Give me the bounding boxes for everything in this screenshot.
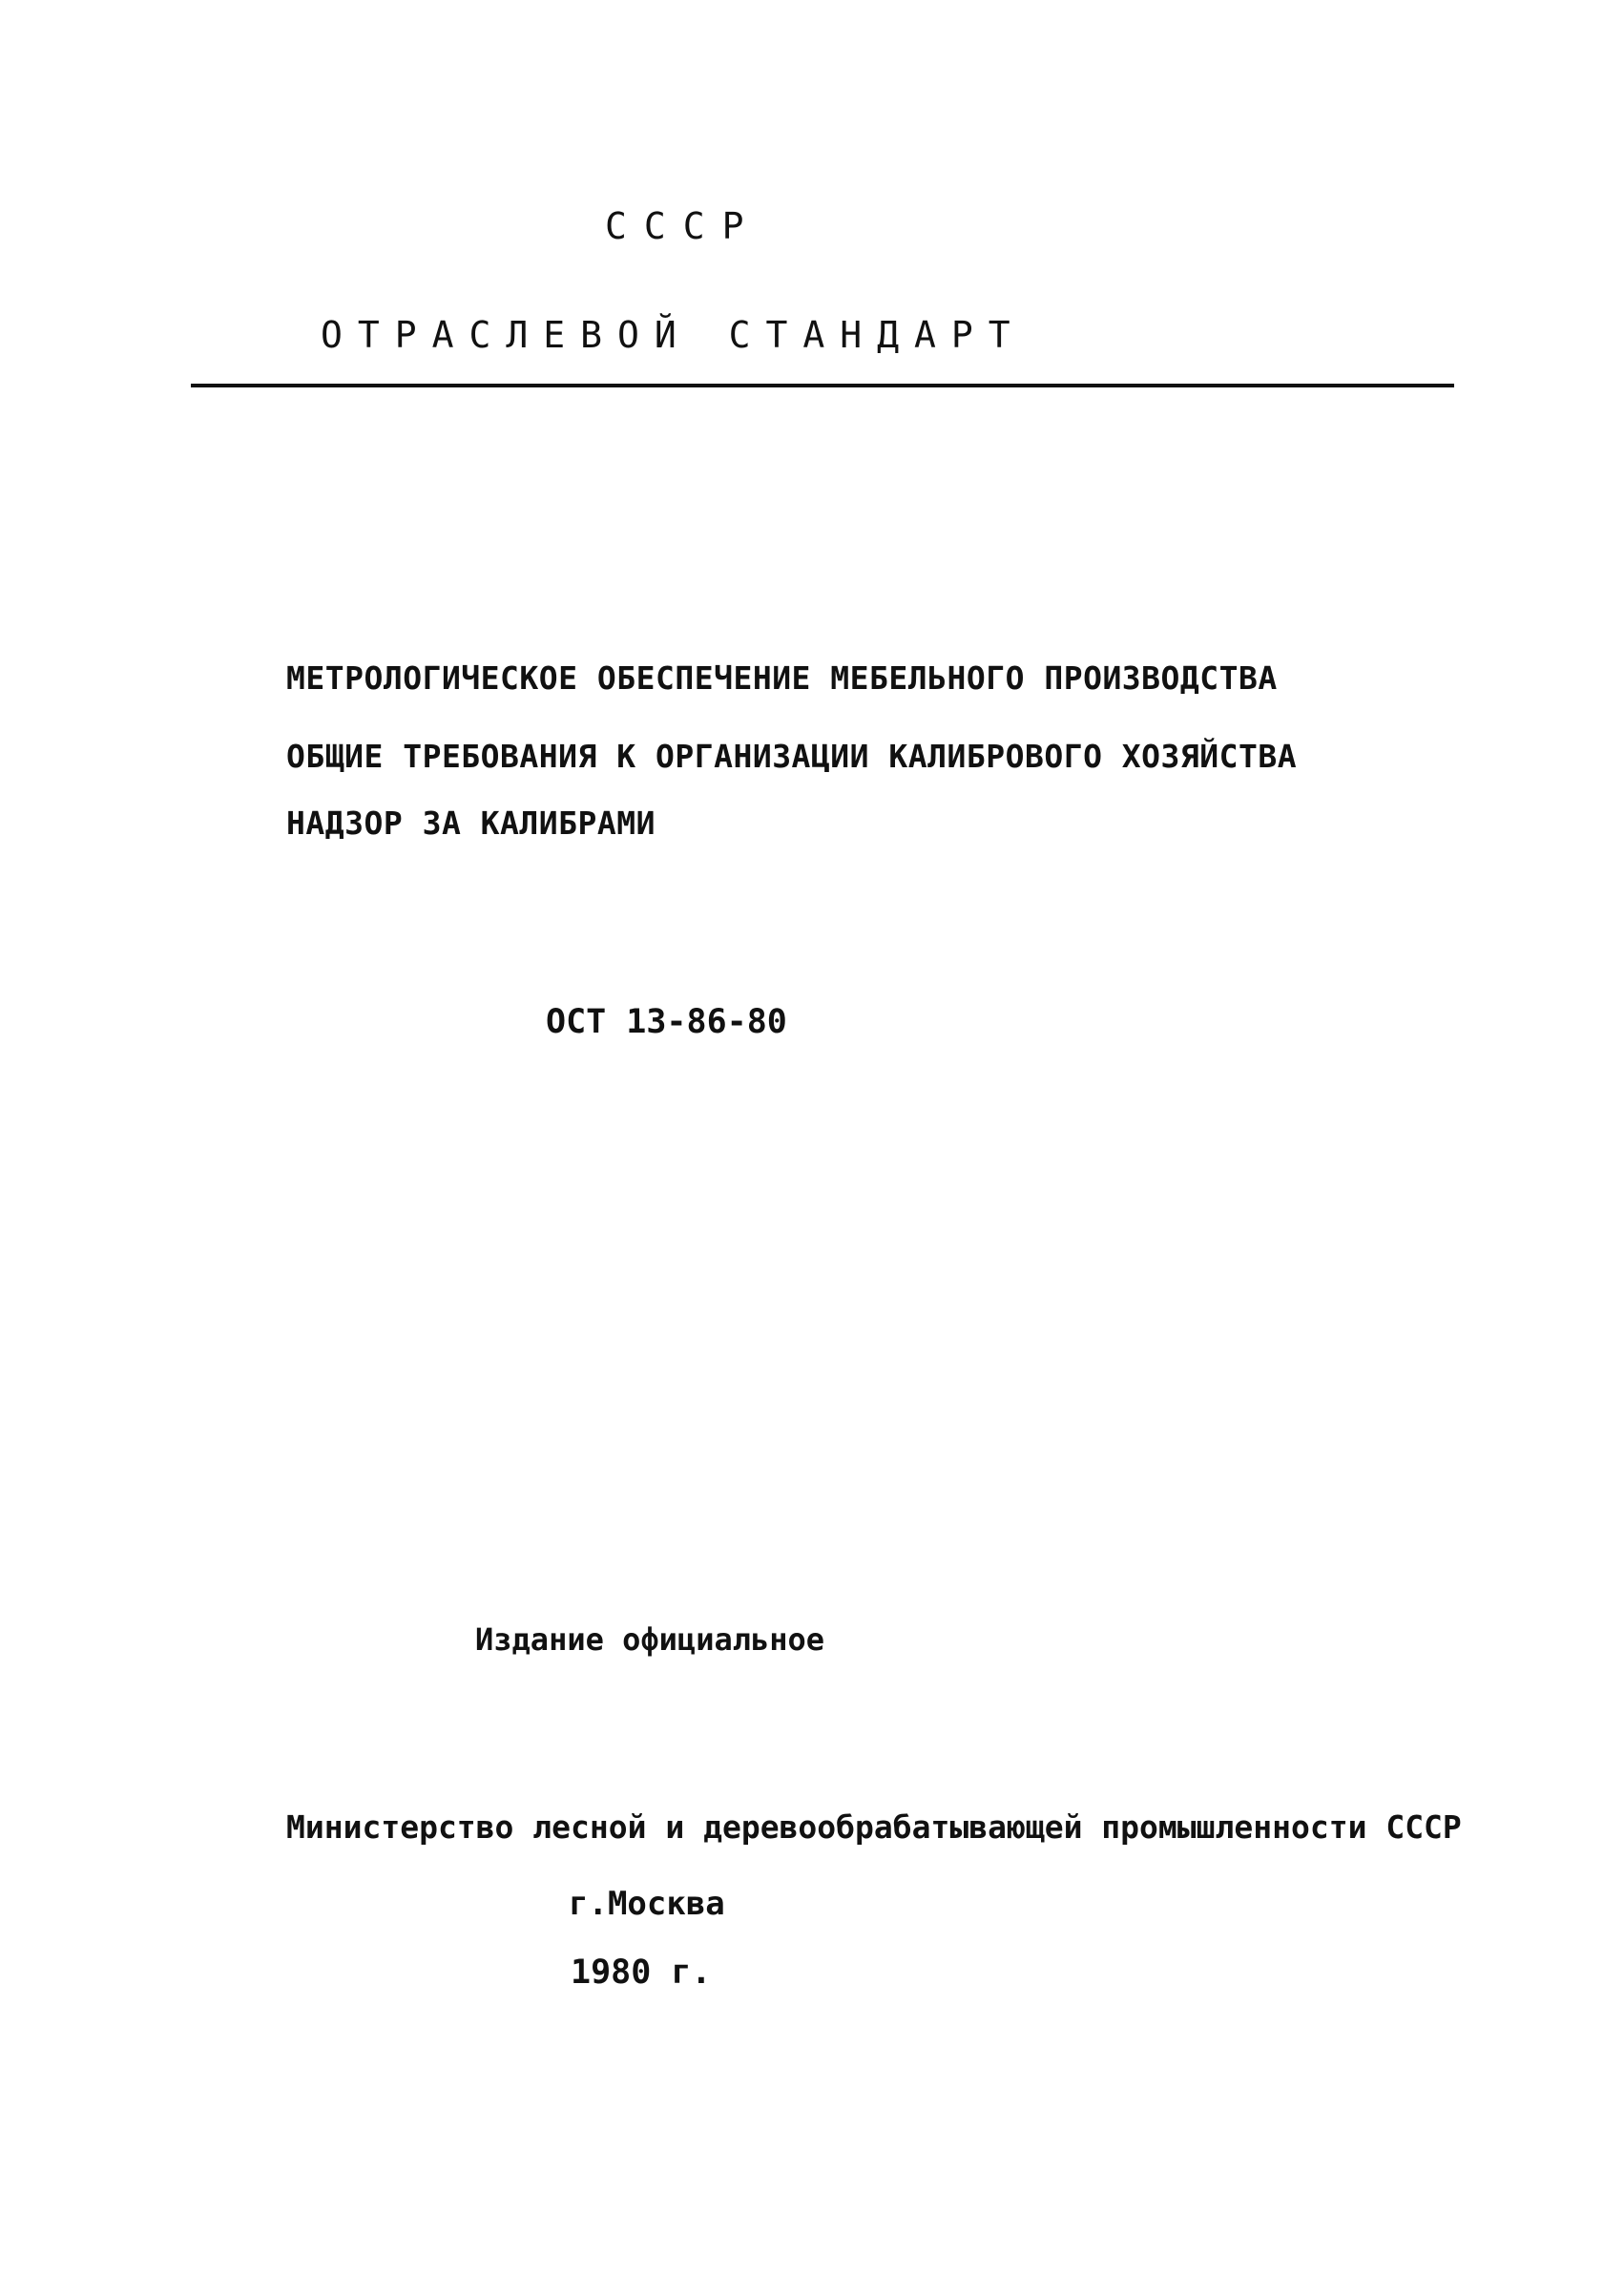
edition-label: Издание официальное: [475, 1621, 825, 1658]
standard-designation: ОСТ 13-86-80: [546, 1003, 787, 1041]
publisher-ministry: Министерство лесной и деревообрабатывающей промышленности СССР: [286, 1808, 1462, 1846]
standard-type-heading: ОТРАСЛЕВОЙ СТАНДАРТ: [321, 314, 1026, 356]
country-heading: СССР: [605, 205, 761, 247]
header-divider: [191, 384, 1454, 387]
document-title-line-3: НАДЗОР ЗА КАЛИБРАМИ: [286, 804, 656, 842]
document-title-line-2: ОБЩИЕ ТРЕБОВАНИЯ К ОРГАНИЗАЦИИ КАЛИБРОВОГО ХОЗЯЙСТВА: [286, 738, 1298, 775]
document-title-line-1: МЕТРОЛОГИЧЕСКОЕ ОБЕСПЕЧЕНИЕ МЕБЕЛЬНОГО ПРОИЗВОДСТВА: [286, 659, 1278, 697]
publication-year: 1980 г.: [571, 1953, 712, 1992]
publisher-city: г.Москва: [569, 1885, 725, 1923]
